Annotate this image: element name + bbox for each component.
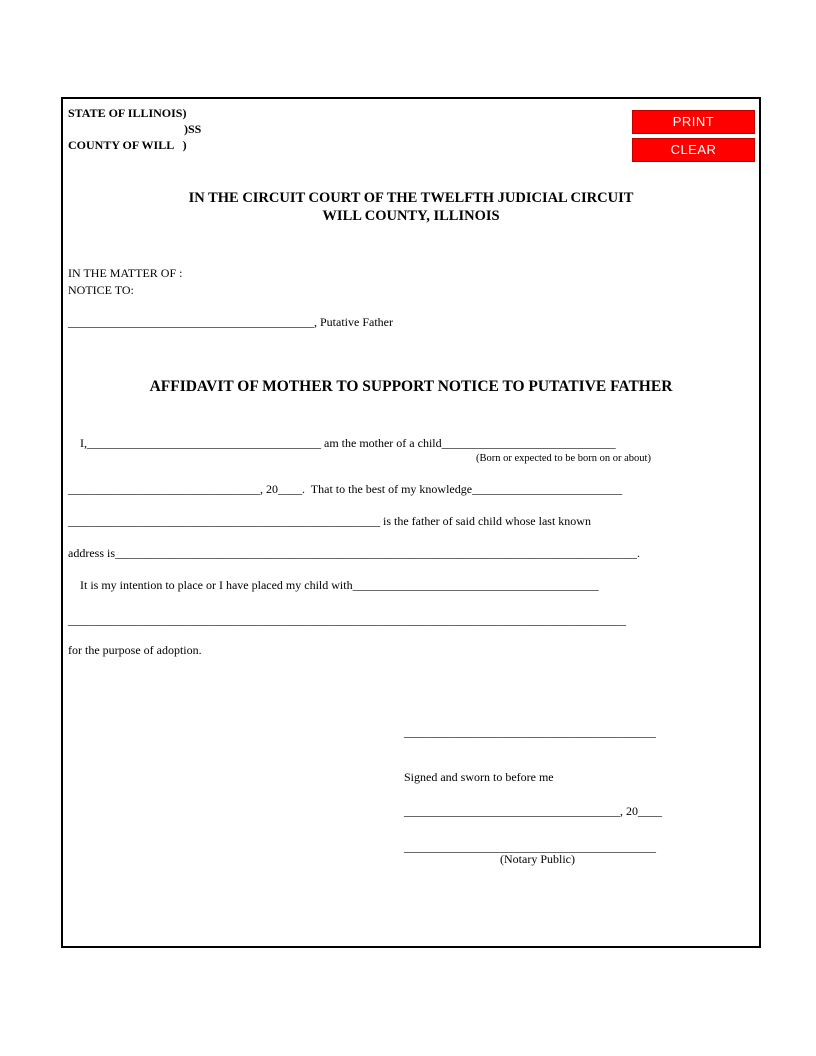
print-button[interactable]: PRINT [632,110,755,134]
signature-line[interactable]: __________________________________________ [404,725,656,739]
notary-signature-line[interactable]: __________________________________________ [404,840,656,854]
putative-father-field[interactable]: _________________________________________, Putative Father [68,315,393,329]
address-line[interactable]: address is_______________________________________________________________________________________. [68,546,640,560]
county-line: COUNTY OF WILL ) [68,138,187,152]
father-name-line[interactable]: ____________________________________________________ is the father of said child whose last known [68,514,591,528]
in-the-matter-label: IN THE MATTER OF : [68,266,183,280]
court-heading-line2: WILL COUNTY, ILLINOIS [322,208,500,224]
notary-label: (Notary Public) [500,852,575,866]
adoption-purpose-text: for the purpose of adoption. [68,643,202,657]
notice-to-label: NOTICE TO: [68,283,134,297]
mother-name-line[interactable]: I,_______________________________________ am the mother of a child_____________________________ [80,436,616,450]
affidavit-title: AFFIDAVIT OF MOTHER TO SUPPORT NOTICE TO PUTATIVE FATHER [149,378,673,395]
sworn-text: Signed and sworn to before me [404,770,554,784]
clear-button[interactable]: CLEAR [632,138,755,162]
ss-line: )SS [184,122,202,136]
birth-date-caption: (Born or expected to be born on or about) [476,453,651,464]
placement-line[interactable]: It is my intention to place or I have placed my child with_________________________________________ [80,578,599,592]
court-heading-line1: IN THE CIRCUIT COURT OF THE TWELFTH JUDICIAL CIRCUIT [188,190,634,206]
state-line: STATE OF ILLINOIS) [68,106,187,120]
placement-continuation-line[interactable]: _____________________________________________________________________________________________ [68,613,626,627]
sworn-date-line[interactable]: ____________________________________, 20____ [404,804,662,818]
birth-date-line[interactable]: ________________________________, 20____. That to the best of my knowledge_________________________ [68,482,623,496]
